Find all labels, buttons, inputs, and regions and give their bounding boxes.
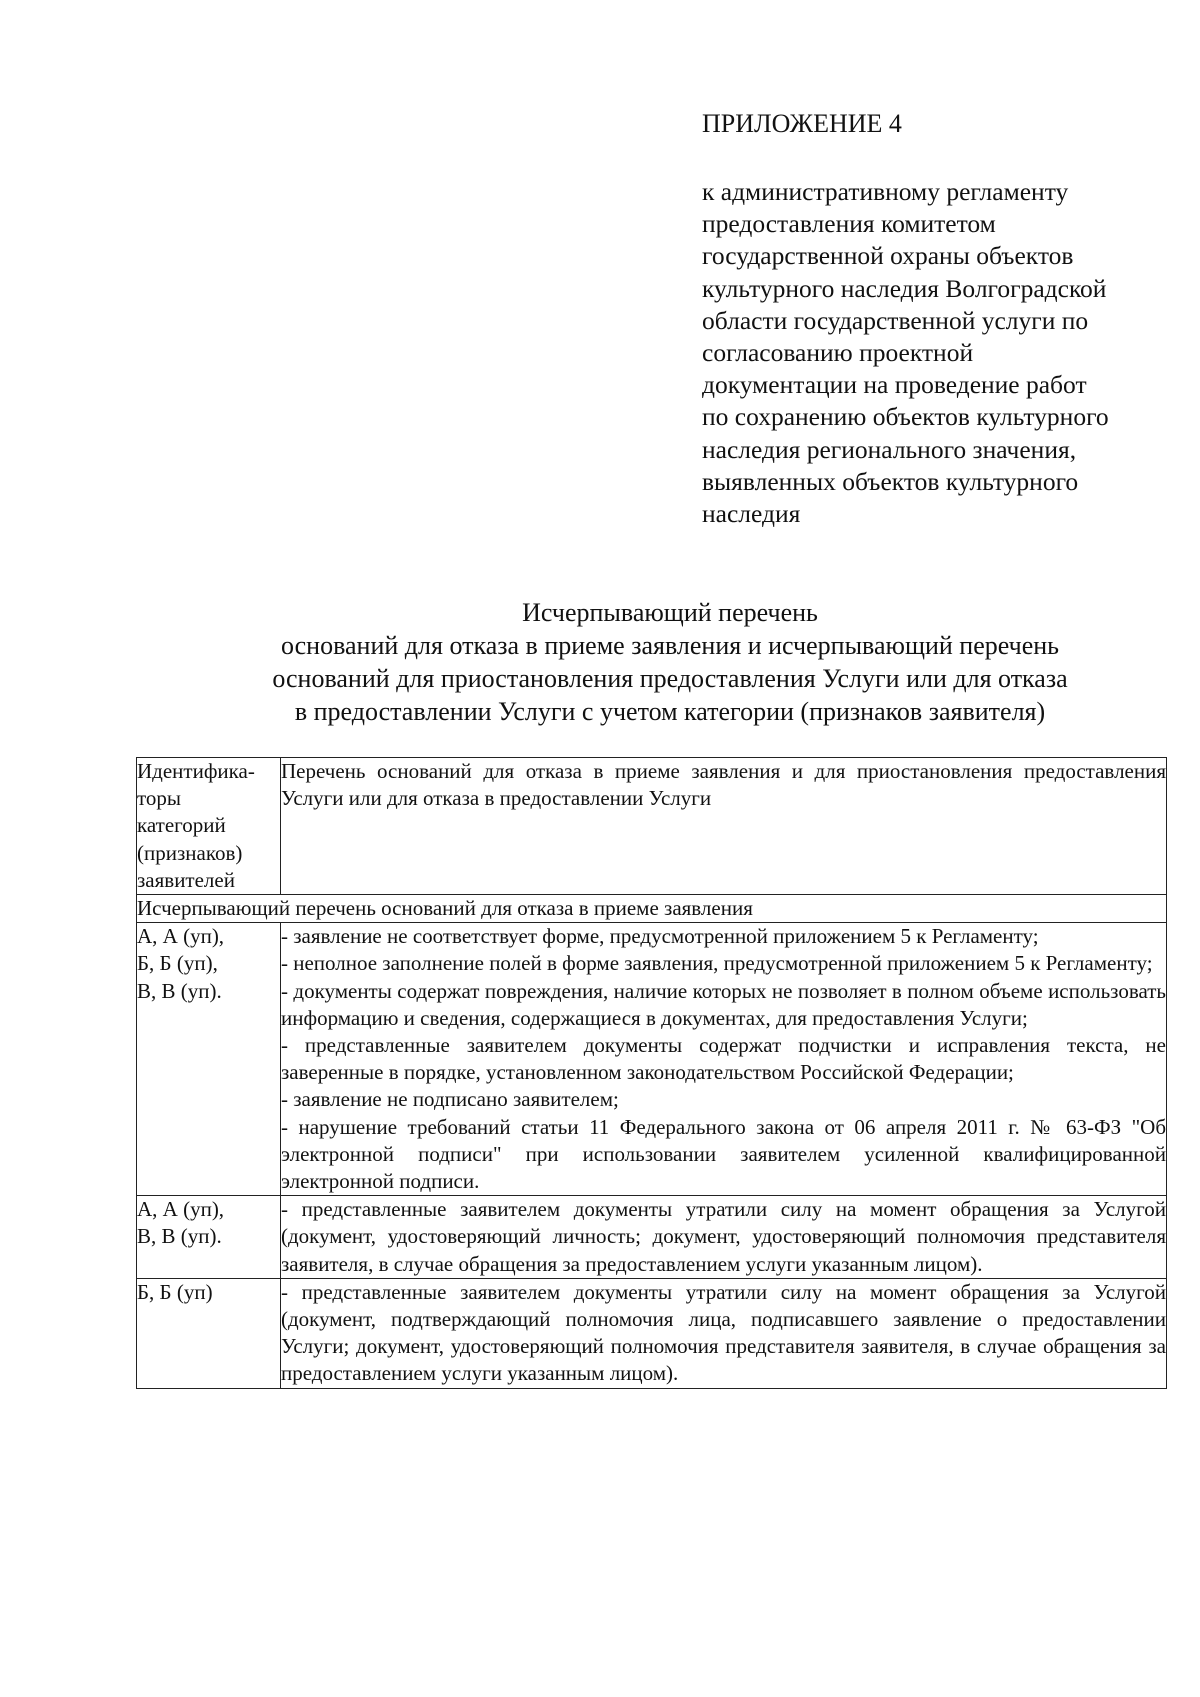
grounds-cell (281, 1196, 1167, 1279)
appendix-line: государственной охраны объектов (702, 241, 1074, 271)
section-title: Исчерпывающий перечень оснований для отказа в приеме заявления (137, 895, 1167, 923)
appendix-line: документации на проведение работ (702, 370, 1087, 400)
appendix-line: культурного наследия Волгоградской (702, 273, 1107, 303)
header-ident-line: Идентифика- (137, 759, 255, 783)
category-line: Б, Б (уп) (137, 1279, 213, 1304)
header-ident-line: категорий (137, 813, 226, 838)
header-ident-line: (признаков) (137, 840, 243, 865)
appendix-block (702, 104, 1172, 530)
category-line: А, А (уп), (137, 924, 225, 949)
ground-item: - нарушение требований статьи 11 Федерального закона от 06 апреля 2011 г. № 63-ФЗ "Об электронной подписи" при использовании заявителем усиленной квалифицированной электронной подписи. (281, 1114, 1166, 1194)
header-ident-line: заявителей (137, 867, 235, 892)
ground-item: - документы содержат повреждения, наличие которых не позволяет в полном объеме использовать информацию и сведения, содержащиеся в документах, для предоставления Услуги; (281, 978, 1166, 1030)
grounds-table (136, 757, 1167, 1389)
appendix-line: выявленных объектов культурного (702, 466, 1079, 496)
appendix-title: ПРИЛОЖЕНИЕ 4 (702, 109, 902, 138)
ground-item: - неполное заполнение полей в форме заявления, предусмотренной приложением 5 к Регламенту; (281, 951, 1153, 976)
table-row (137, 1278, 1167, 1388)
header-ident-cell (137, 758, 281, 895)
category-cell (137, 1278, 281, 1388)
table-row (137, 1196, 1167, 1279)
heading-line: оснований для отказа в приеме заявления и исчерпывающий перечень (280, 631, 1060, 660)
ground-item: - представленные заявителем документы утратили силу на момент обращения за Услугой (документ, подтверждающий полномочия лица, подписавшего заявление о предоставлении Услуги; документ, удостоверяющий полномочия представителя заявителя, в случае обращения за предоставлением услуги указанным лицом). (281, 1279, 1166, 1386)
category-cell (137, 1196, 281, 1279)
appendix-line: предоставления комитетом (702, 209, 996, 239)
table-row (137, 923, 1167, 1196)
ground-item: - заявление не подписано заявителем; (281, 1087, 619, 1112)
appendix-description (702, 176, 1172, 530)
appendix-line: наследия регионального значения, (702, 434, 1077, 464)
ground-item: - представленные заявителем документы содержат подчистки и исправления текста, не заверенные в порядке, установленном законодательством Российской Федерации; (281, 1033, 1166, 1085)
table-header-row (137, 758, 1167, 895)
category-cell (137, 923, 281, 1196)
header-list-cell: Перечень оснований для отказа в приеме заявления и для приостановления предоставления Услуги или для отказа в предоставлении Услуги (281, 758, 1167, 895)
document-heading (140, 596, 1200, 728)
heading-line: в предоставлении Услуги с учетом категории (признаков заявителя) (294, 697, 1046, 726)
grounds-cell (281, 923, 1167, 1196)
category-line: В, В (уп). (137, 1224, 222, 1249)
category-line: Б, Б (уп), (137, 951, 218, 976)
section-row (137, 895, 1167, 923)
heading-line: оснований для приостановления предоставления Услуги или для отказа (272, 664, 1068, 693)
ground-item: - представленные заявителем документы утратили силу на момент обращения за Услугой (документ, удостоверяющий личность; документ, удостоверяющий полномочия представителя заявителя, в случае обращения за предоставлением услуги указанным лицом). (281, 1197, 1166, 1276)
header-ident-line: торы (137, 786, 182, 811)
category-line: А, А (уп), (137, 1197, 225, 1222)
category-line: В, В (уп). (137, 978, 222, 1003)
appendix-line: согласованию проектной (702, 338, 974, 368)
appendix-line: по сохранению объектов культурного (702, 402, 1109, 432)
heading-line: Исчерпывающий перечень (522, 598, 818, 627)
appendix-line: к административному регламенту (702, 177, 1069, 206)
grounds-cell (281, 1278, 1167, 1388)
ground-item: - заявление не соответствует форме, предусмотренной приложением 5 к Регламенту; (281, 924, 1039, 949)
appendix-line: области государственной услуги по (702, 305, 1089, 335)
appendix-line: наследия (702, 499, 801, 529)
